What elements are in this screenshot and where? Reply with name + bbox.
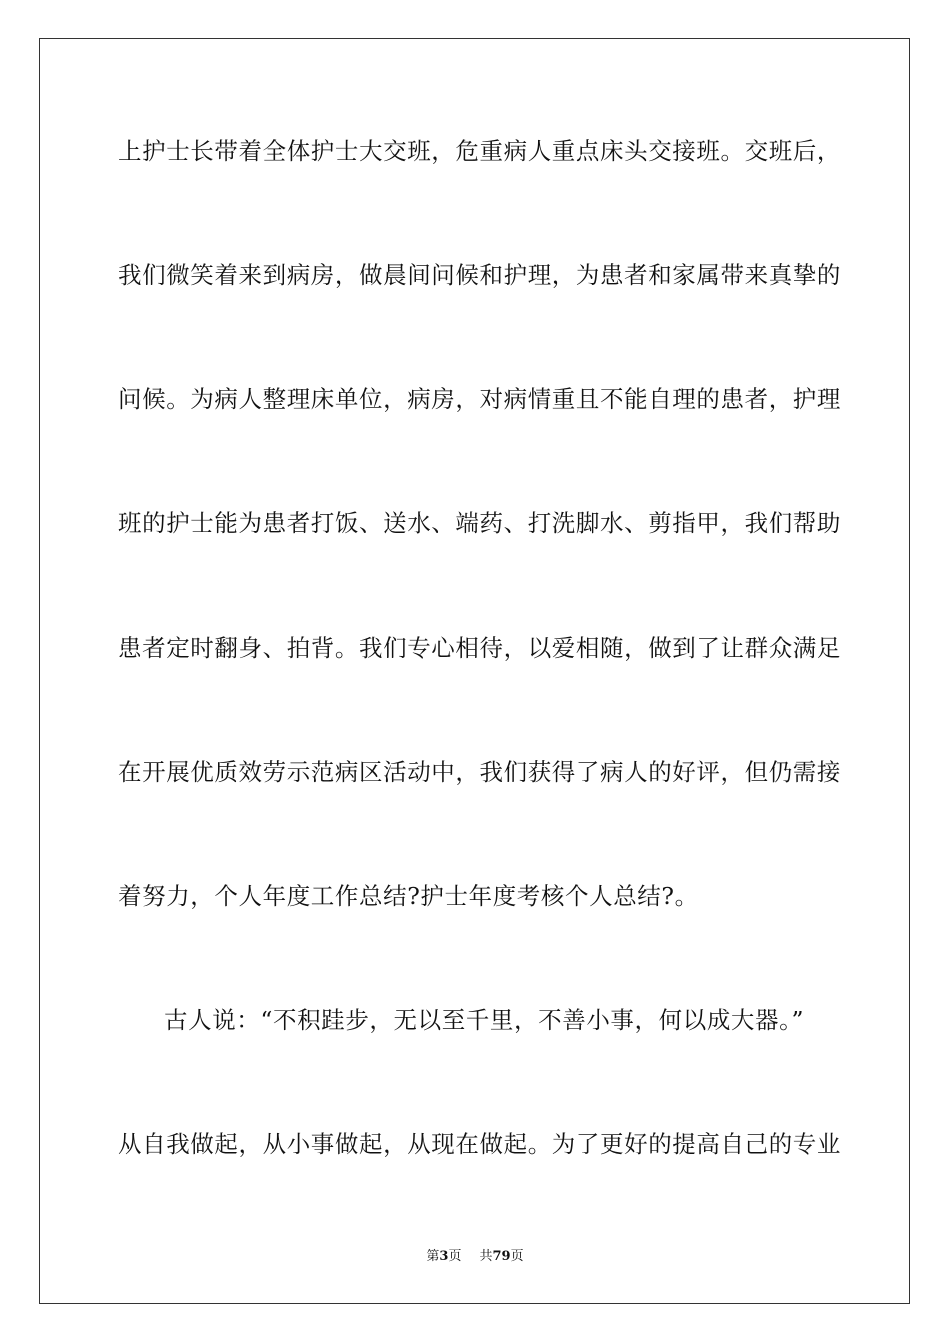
total-suffix: 页 — [510, 1249, 524, 1264]
body-text-line-7: 着努力，个人年度工作总结?护士年度考核个人总结?。 — [118, 882, 699, 910]
body-text-line-1: 上护士长带着全体护士大交班，危重病人重点床头交接班。交班后， — [118, 137, 841, 165]
page-prefix: 第 — [426, 1249, 440, 1264]
page-number: 3 — [439, 1249, 449, 1264]
body-text-line-6: 在开展优质效劳示范病区活动中，我们获得了病人的好评，但仍需接 — [118, 758, 841, 786]
total-pages: 79 — [492, 1249, 511, 1264]
body-text-line-5: 患者定时翻身、拍背。我们专心相待，以爱相随，做到了让群众满足 — [118, 634, 841, 662]
body-text-line-4: 班的护士能为患者打饭、送水、端药、打洗脚水、剪指甲，我们帮助 — [118, 509, 841, 537]
body-text-line-3: 问候。为病人整理床单位，病房，对病情重且不能自理的患者，护理 — [118, 385, 841, 413]
page-suffix: 页 — [448, 1249, 462, 1264]
page-border — [39, 38, 910, 1304]
total-prefix: 共 — [479, 1249, 493, 1264]
body-text-line-8: 古人说：“不积跬步，无以至千里，不善小事，何以成大器。” — [164, 1006, 805, 1034]
page-footer — [0, 1249, 950, 1265]
body-text-line-2: 我们微笑着来到病房，做晨间问候和护理，为患者和家属带来真挚的 — [118, 261, 841, 289]
body-text-line-9: 从自我做起，从小事做起，从现在做起。为了更好的提高自己的专业 — [118, 1130, 841, 1158]
